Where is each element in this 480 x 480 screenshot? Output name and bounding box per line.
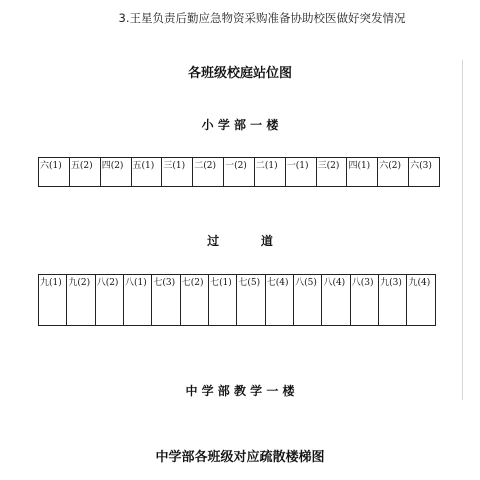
- class-cell: 三(1): [162, 158, 193, 187]
- primary-class-row: [39, 158, 440, 187]
- page-edge-rule: [462, 60, 463, 400]
- class-cell: 七(1): [209, 275, 237, 326]
- class-cell: 一(1): [285, 158, 316, 187]
- middle-class-row: [39, 275, 436, 326]
- class-cell: 六(1): [39, 158, 70, 187]
- class-cell: 七(2): [180, 275, 208, 326]
- class-cell: 五(2): [69, 158, 100, 187]
- class-cell: 四(2): [100, 158, 131, 187]
- middle-building-title: 中 学 部 教 学 一 楼: [185, 384, 295, 398]
- class-cell: 四(1): [347, 158, 378, 187]
- intro-line: 3.王星负责后勤应急物资采购准备协助校医做好突发情况: [118, 11, 406, 25]
- stairs-title: 中学部各班级对应疏散楼梯图: [155, 450, 325, 465]
- class-cell: 九(4): [407, 275, 436, 326]
- class-cell: 七(4): [265, 275, 293, 326]
- class-cell: 七(3): [152, 275, 180, 326]
- class-cell: 二(2): [193, 158, 224, 187]
- class-cell: 八(2): [95, 275, 123, 326]
- class-cell: 八(3): [350, 275, 378, 326]
- aisle-label: 过 道: [207, 234, 273, 248]
- primary-building-title: 小 学 部 一 楼: [201, 118, 279, 132]
- class-cell: 二(1): [254, 158, 285, 187]
- class-cell: 七(5): [237, 275, 265, 326]
- class-cell: 三(2): [316, 158, 347, 187]
- class-cell: 八(5): [294, 275, 322, 326]
- class-cell: 一(2): [224, 158, 255, 187]
- primary-class-table: [38, 157, 440, 187]
- class-cell: 六(2): [378, 158, 409, 187]
- class-cell: 九(2): [67, 275, 95, 326]
- class-cell: 九(3): [379, 275, 407, 326]
- main-title: 各班级校庭站位图: [187, 66, 292, 81]
- class-cell: 九(1): [39, 275, 67, 326]
- class-cell: 八(4): [322, 275, 350, 326]
- class-cell: 八(1): [124, 275, 152, 326]
- middle-class-table: [38, 274, 436, 326]
- class-cell: 五(1): [131, 158, 162, 187]
- class-cell: 六(3): [409, 158, 440, 187]
